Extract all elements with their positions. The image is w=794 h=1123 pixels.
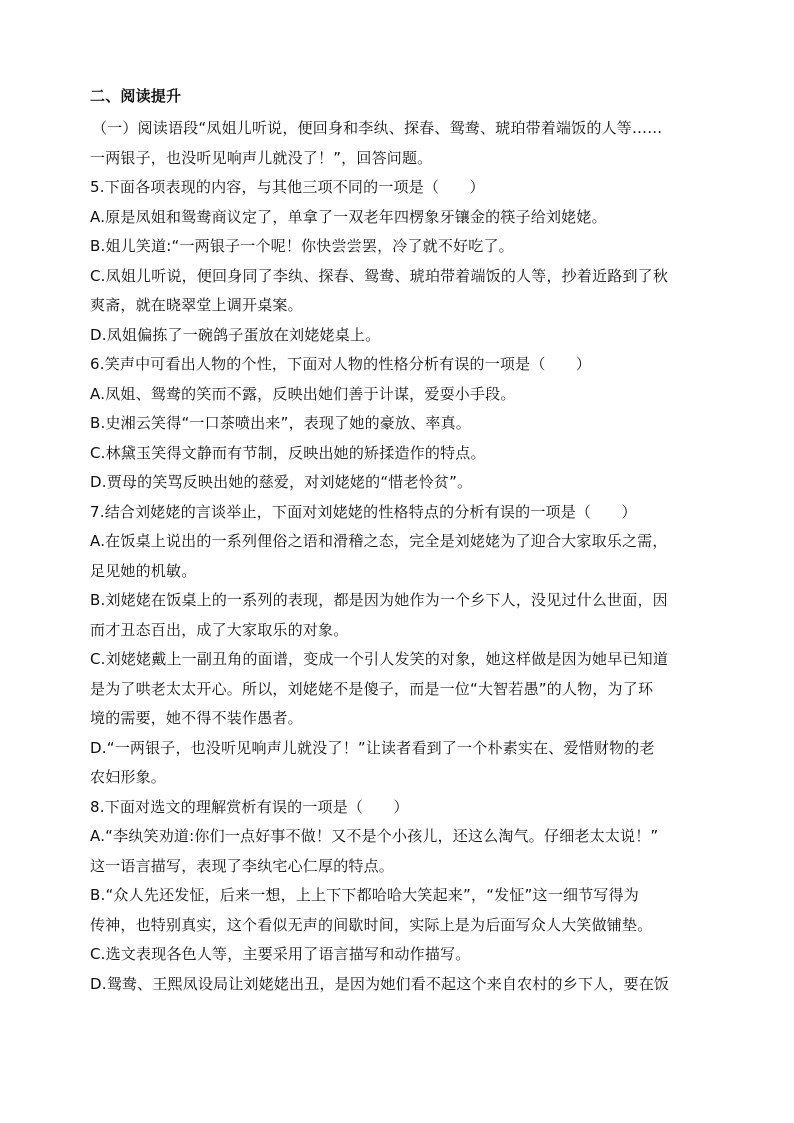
- question-7-stem: 7.结合刘姥姥的言谈举止，下面对刘姥姥的性格特点的分析有误的一项是（ ）: [90, 502, 637, 521]
- question-7-option-d: D.“一两银子，也没听见响声儿就没了！”让读者看到了一个朴素实在、爱惜财物的老: [90, 738, 655, 757]
- question-5-option-a: A.原是凤姐和鸳鸯商议定了，单拿了一双老年四楞象牙镶金的筷子给刘姥姥。: [90, 207, 607, 226]
- question-7-option-d-cont: 农妇形象。: [90, 768, 167, 786]
- question-5-stem: 5.下面各项表现的内容，与其他三项不同的一项是（ ）: [90, 178, 485, 196]
- question-8-option-b: B.“众人先还发怔，后来一想，上上下下都哈哈大笑起来”，“发怔”这一细节写得为: [90, 886, 639, 904]
- question-8-option-b-cont: 传神，也特别真实，这个看似无声的间歇时间，实际上是为后面写众人大笑做铺垫。: [90, 915, 653, 934]
- question-7-option-b: B.刘姥姥在饭桌上的一系列的表现，都是因为她作为一个乡下人，没见过什么世面，因: [90, 591, 668, 609]
- question-7-option-c-cont: 境的需要，她不得不装作愚者。: [90, 709, 303, 727]
- question-8-option-d: D.鸳鸯、王熙凤设局让刘姥姥出丑，是因为她们看不起这个来自农村的乡下人，要在饭: [90, 974, 670, 993]
- question-7-option-a-cont: 足见她的机敏。: [90, 561, 197, 580]
- question-7-option-c-cont: 是为了哄老太太开心。所以，刘姥姥不是傻子，而是一位“大智若愚”的人物，为了环: [90, 679, 654, 698]
- question-5-option-b: B.姐儿笑道:“一两银子一个呢！你快尝尝罢，冷了就不好吃了。: [90, 237, 514, 255]
- question-7-option-c: C.刘姥姥戴上一副丑角的面谱，变成一个引人发笑的对象，她这样做是因为她早已知道: [90, 650, 669, 668]
- question-5-option-c-cont: 爽斋，就在晓翠堂上调开桌案。: [90, 296, 303, 314]
- question-8-option-a: A.“李纨笑劝道:你们一点好事不做！又不是个小孩儿，还这么淘气。仔细老太太说！”: [90, 827, 659, 845]
- question-8-option-a-cont: 这一语言描写，表现了李纨宅心仁厚的特点。: [90, 856, 395, 875]
- passage-intro-line: 一两银子，也没听见响声儿就没了！”，回答问题。: [90, 148, 433, 167]
- passage-intro-line: （一）阅读语段“凤姐儿听说，便回身和李纨、探春、鸳鸯、琥珀带着端饭的人等……: [92, 119, 663, 137]
- section-heading: 二、阅读提升: [90, 87, 182, 105]
- question-6-option-c: C.林黛玉笑得文静而有节制，反映出她的矫揉造作的特点。: [90, 443, 486, 462]
- question-6-stem: 6.笑声中可看出人物的个性，下面对人物的性格分析有误的一项是（ ）: [90, 355, 592, 373]
- question-6-option-a: A.凤姐、鸳鸯的笑而不露，反映出她们善于计谋，爱耍小手段。: [90, 384, 516, 403]
- question-6-option-d: D.贾母的笑骂反映出她的慈爱，对刘姥姥的“惜老怜贫”。: [90, 473, 473, 491]
- question-5-option-d: D.凤姐偏拣了一碗鸽子蛋放在刘姥姥桌上。: [90, 325, 381, 344]
- question-7-option-a: A.在饭桌上说出的一系列俚俗之语和滑稽之态，完全是刘姥姥为了迎合大家取乐之需，: [90, 532, 668, 550]
- question-6-option-b: B.史湘云笑得“一口茶喷出来”，表现了她的豪放、率真。: [90, 414, 472, 432]
- question-5-option-c: C.凤姐儿听说，便回身同了李纨、探春、鸳鸯、琥珀带着端饭的人等，抄着近路到了秋: [90, 266, 669, 285]
- question-8-stem: 8.下面对选文的理解赏析有误的一项是（ ）: [90, 797, 409, 816]
- question-7-option-b-cont: 而才丑态百出，成了大家取乐的对象。: [90, 620, 349, 639]
- question-8-option-c: C.选文表现各色人等，主要采用了语言描写和动作描写。: [90, 945, 471, 963]
- document-content: [90, 80, 712, 999]
